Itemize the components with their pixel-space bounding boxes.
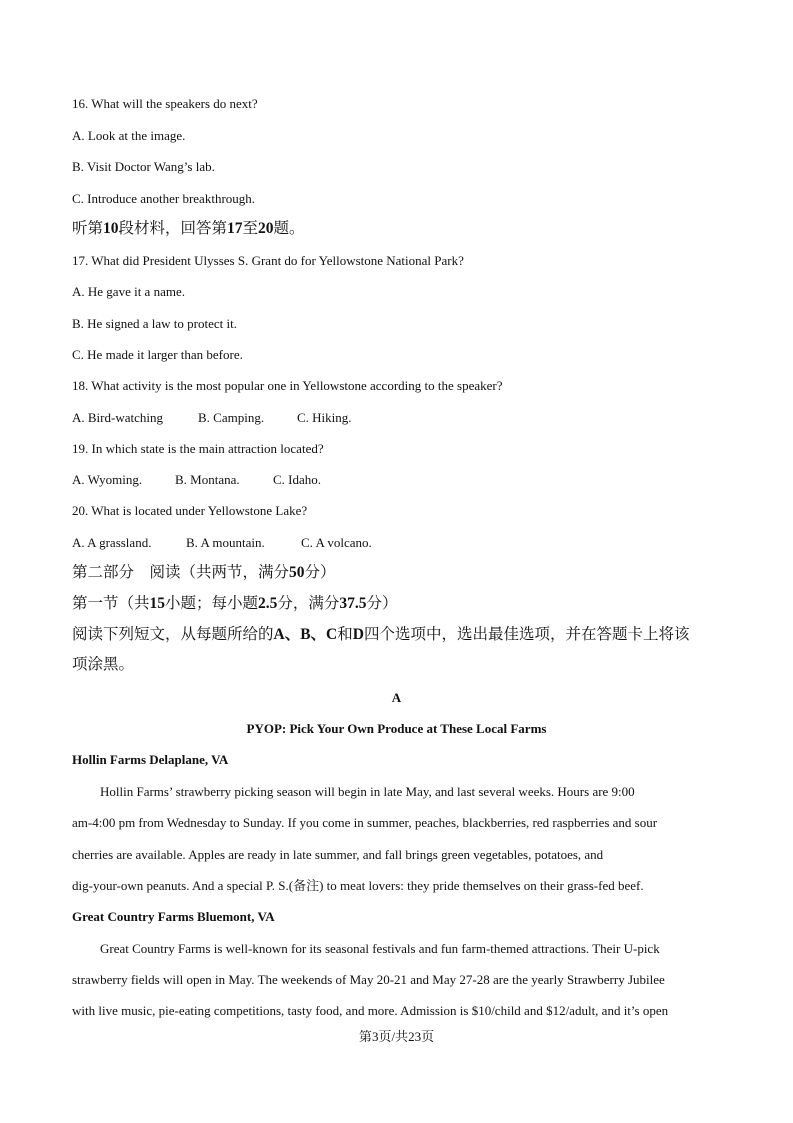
question-17: 17. What did President Ulysses S. Grant do for Yellowstone National Park? xyxy=(72,253,464,268)
farm-1-line-1: Hollin Farms’ strawberry picking season will begin in late May, and last several weeks. Hours are 9:00 xyxy=(100,784,635,799)
passage-title: PYOP: Pick Your Own Produce at These Local Farms xyxy=(246,721,547,736)
passage-letter: A xyxy=(391,690,402,705)
question-17-option-b: B. He signed a law to protect it. xyxy=(72,316,237,331)
question-18-option-a: A. Bird-watching xyxy=(72,410,163,425)
question-20: 20. What is located under Yellowstone Lake? xyxy=(72,503,308,518)
question-16: 16. What will the speakers do next? xyxy=(72,96,258,111)
section-1-heading: 第一节（共15小题；每小题2.5分，满分37.5分） xyxy=(72,595,398,612)
question-16-option-b: B. Visit Doctor Wang’s lab. xyxy=(72,159,215,174)
question-18-options xyxy=(72,410,352,426)
question-20-option-b: B. A mountain. xyxy=(186,535,265,550)
farm-2-heading: Great Country Farms Bluemont, VA xyxy=(72,909,275,924)
question-20-option-c: C. A volcano. xyxy=(301,535,372,550)
question-16-option-c: C. Introduce another breakthrough. xyxy=(72,191,256,206)
question-20-option-a: A. A grassland. xyxy=(72,535,152,550)
question-17-option-c: C. He made it larger than before. xyxy=(72,347,243,362)
section-10-instruction: 听第10段材料，回答第17至20题。 xyxy=(72,220,305,237)
question-19: 19. In which state is the main attraction located? xyxy=(72,441,324,456)
reading-instruction-line-2: 项涂黑。 xyxy=(72,656,135,673)
farm-2-line-2: strawberry fields will open in May. The weekends of May 20-21 and May 27-28 are the yearly Strawberry Jubilee xyxy=(72,972,665,987)
question-18-option-b: B. Camping. xyxy=(198,410,265,425)
farm-1-line-3: cherries are available. Apples are ready in late summer, and fall brings green vegetables, potatoes, and xyxy=(72,847,604,862)
page-footer: 第3页/共23页 xyxy=(358,1029,435,1044)
farm-1-line-2: am-4:00 pm from Wednesday to Sunday. If you come in summer, peaches, blackberries, red raspberries and sour xyxy=(72,815,658,830)
question-16-option-a: A. Look at the image. xyxy=(72,128,186,143)
farm-1-line-4: dig-your-own peanuts. And a special P. S.(备注) to meat lovers: they pride themselves on their grass-fed beef. xyxy=(72,878,644,893)
question-19-option-a: A. Wyoming. xyxy=(72,472,143,487)
question-17-option-a: A. He gave it a name. xyxy=(72,284,185,299)
farm-1-heading: Hollin Farms Delaplane, VA xyxy=(72,752,229,767)
question-18-option-c: C. Hiking. xyxy=(297,410,352,425)
question-19-option-c: C. Idaho. xyxy=(273,472,322,487)
reading-instruction-line-1: 阅读下列短文，从每题所给的A、B、C和D四个选项中，选出最佳选项，并在答题卡上将该 xyxy=(72,626,690,643)
question-18: 18. What activity is the most popular one in Yellowstone according to the speaker? xyxy=(72,378,503,393)
farm-2-line-3: with live music, pie-eating competitions, tasty food, and more. Admission is $10/child and $12/adult, and it’s open xyxy=(72,1003,669,1018)
question-19-option-b: B. Montana. xyxy=(175,472,240,487)
question-20-options xyxy=(72,535,372,551)
part-2-heading: 第二部分 阅读（共两节，满分50分） xyxy=(72,564,336,581)
question-19-options xyxy=(72,472,321,488)
farm-2-line-1: Great Country Farms is well-known for its seasonal festivals and fun farm-themed attractions. Their U-pick xyxy=(100,941,660,956)
